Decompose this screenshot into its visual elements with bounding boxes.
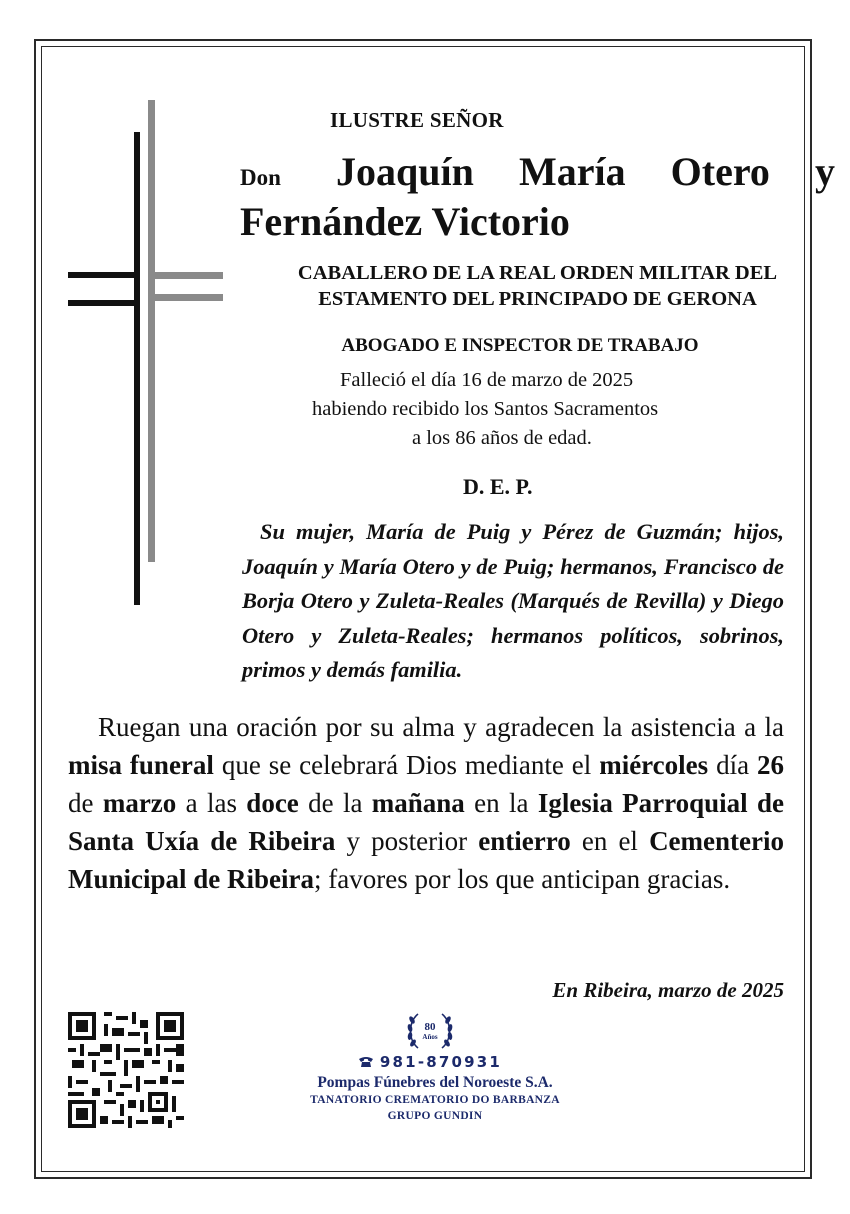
funeral-emphasis: doce: [246, 788, 299, 818]
tanatorio-name: TANATORIO CREMATORIO DO BARBANZA: [310, 1094, 560, 1106]
logo-number: 80: [424, 1021, 436, 1033]
funeral-emphasis: mañana: [371, 788, 465, 818]
name-word: Joaquín: [336, 149, 474, 194]
funeral-text: en el: [570, 826, 650, 856]
anniversary-laurel-logo: [404, 1008, 456, 1054]
name-word: María: [518, 149, 626, 194]
order-line: ESTAMENTO DEL PRINCIPADO DE GERONA: [318, 288, 757, 310]
funeral-text: de: [68, 788, 103, 818]
funeral-paragraph: [68, 708, 784, 898]
qr-code-icon[interactable]: [68, 1012, 184, 1128]
phone-number[interactable]: [300, 1053, 560, 1071]
funeral-text: día: [708, 750, 757, 780]
funeral-text: que se celebrará Dios mediante el: [213, 750, 600, 780]
funeral-text: en la: [464, 788, 538, 818]
name-word: Otero: [670, 149, 770, 194]
funeral-text: de la: [298, 788, 372, 818]
name-word: y: [814, 149, 835, 194]
name-prefix: Don: [240, 165, 281, 190]
closing-place-date: En Ribeira, marzo de 2025: [552, 978, 784, 1002]
company-name: Pompas Fúnebres del Noroeste S.A.: [317, 1074, 553, 1091]
funeral-emphasis: Iglesia Parroquial de Santa Uxía de Ribeira: [68, 788, 784, 856]
logo-label: Años: [422, 1033, 438, 1041]
age-line: a los 86 años de edad.: [412, 427, 592, 449]
cross-icon: [68, 100, 223, 605]
group-name: GRUPO GUNDIN: [387, 1110, 483, 1122]
funeral-emphasis: Cementerio Municipal de Ribeira: [68, 826, 784, 894]
order-distinction: [240, 260, 835, 312]
phone-icon: [358, 1056, 374, 1068]
family-text: Su mujer, María de Puig y Pérez de Guzmán; hijos, Joaquín y María Otero y de Puig; hermanos, Francisco de Borja Otero y Zuleta-Reales (Marqués de Revilla) y Diego Otero y Zuleta-Reales; hermanos políticos, sobrinos, primos y demás familia.: [242, 519, 784, 682]
funeral-emphasis: 26: [757, 750, 784, 780]
funeral-text: ; favores por los que anticipan gracias.: [314, 864, 731, 894]
funeral-text: y posterior: [335, 826, 479, 856]
deceased-name-line2: Fernández Victorio: [240, 199, 570, 244]
phone-text: 981-870931: [379, 1053, 503, 1071]
funeral-emphasis: miércoles: [599, 750, 709, 780]
funeral-emphasis: misa funeral: [68, 750, 214, 780]
death-date-line: Falleció el día 16 de marzo de 2025: [340, 369, 634, 391]
funeral-emphasis: marzo: [102, 788, 177, 818]
family-paragraph: [242, 515, 784, 688]
funeral-text: Ruegan una oración por su alma y agradecen la asistencia a la: [98, 712, 784, 742]
profession: ABOGADO E INSPECTOR DE TRABAJO: [341, 335, 699, 356]
order-line: CABALLERO DE LA REAL ORDEN MILITAR DEL: [297, 262, 778, 284]
funeral-emphasis: entierro: [478, 826, 571, 856]
deceased-name-line1: [240, 147, 835, 203]
honorific-title: ILUSTRE SEÑOR: [330, 108, 504, 132]
funeral-text: a las: [176, 788, 247, 818]
sacraments-line: habiendo recibido los Santos Sacramentos: [312, 398, 659, 420]
dep-mark: D. E. P.: [463, 474, 533, 499]
